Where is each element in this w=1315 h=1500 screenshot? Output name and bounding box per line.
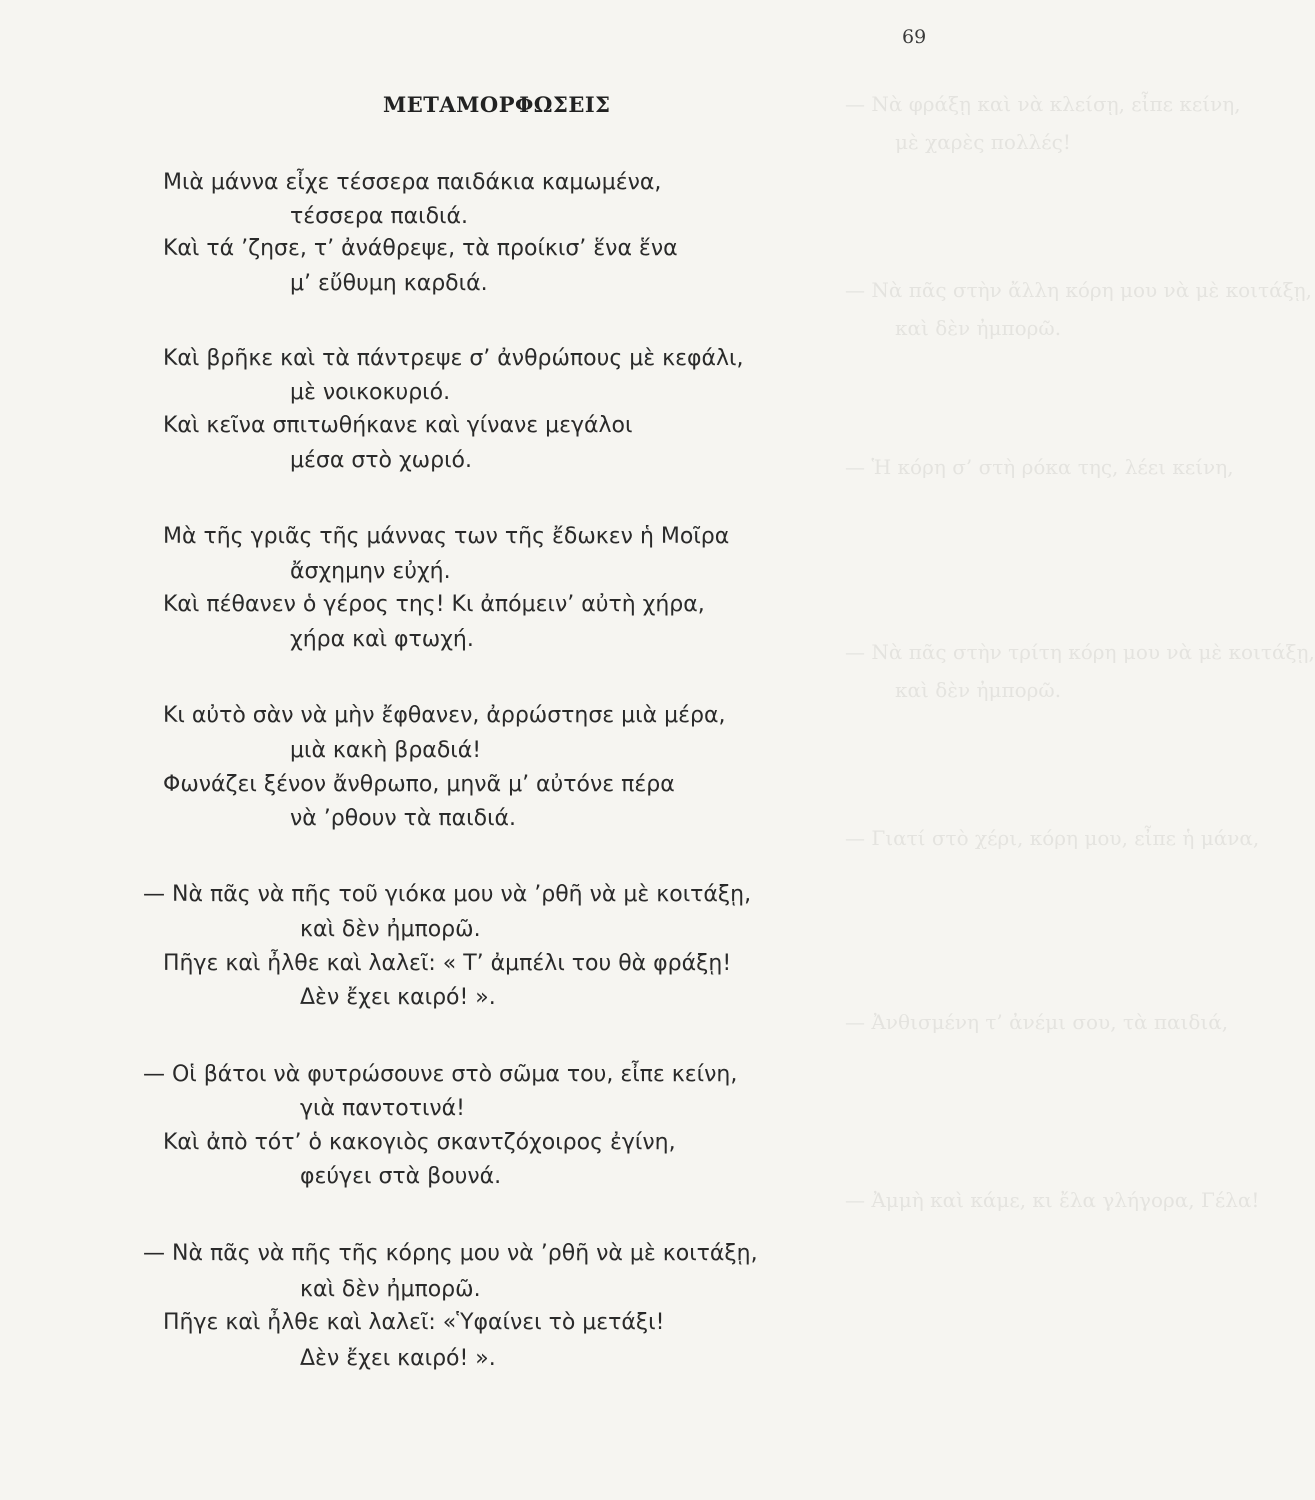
- poem-line: μ’ εὔθυμη καρδιά.: [290, 271, 488, 296]
- ghost-line: — Νὰ πᾶς στὴν τρίτη κόρη μου νὰ μὲ κοιτάξῃ,: [845, 640, 1315, 664]
- poem-line: Καὶ κεῖνα σπιτωθήκανε καὶ γίνανε μεγάλοι: [163, 413, 633, 438]
- poem-line: Καὶ πέθανεν ὁ γέρος της! Κι ἀπόμειν’ αὐτὴ χήρα,: [163, 592, 705, 617]
- poem-line: μὲ νοικοκυριό.: [290, 380, 451, 405]
- poem-line: ἄσχημην εὐχή.: [290, 559, 451, 584]
- poem-line: — Νὰ πᾶς νὰ πῆς τοῦ γιόκα μου νὰ ’ρθῆ νὰ μὲ κοιτάξῃ,: [143, 882, 752, 907]
- poem-line: Κι αὐτὸ σὰν νὰ μὴν ἔφθανεν, ἀρρώστησε μιὰ μέρα,: [163, 703, 726, 728]
- poem-line: νὰ ’ρθουν τὰ παιδιά.: [290, 806, 517, 831]
- poem-line: Πῆγε καὶ ἦλθε καὶ λαλεῖ: «Ὑφαίνει τὸ μετάξι!: [163, 1310, 665, 1335]
- ghost-line: — Νὰ πᾶς στὴν ἄλλη κόρη μου νὰ μὲ κοιτάξῃ,: [845, 278, 1312, 302]
- page-title: ΜΕΤΑΜΟΡΦΩΣΕΙΣ: [383, 92, 611, 117]
- poem-line: χήρα καὶ φτωχή.: [290, 627, 474, 652]
- poem-line: τέσσερα παιδιά.: [290, 204, 468, 229]
- poem-line: καὶ δὲν ἠμπορῶ.: [300, 917, 481, 942]
- ghost-line: — Γιατί στὸ χέρι, κόρη μου, εἶπε ἡ μάνα,: [845, 826, 1260, 850]
- ghost-line: — Ἀμμὴ καὶ κάμε, κι ἔλα γλήγορα, Γέλα!: [845, 1188, 1260, 1212]
- poem-line: Δὲν ἔχει καιρό! ».: [300, 985, 496, 1010]
- poem-line: Καὶ βρῆκε καὶ τὰ πάντρεψε σ’ ἀνθρώπους μὲ κεφάλι,: [163, 346, 744, 371]
- poem-line: Μὰ τῆς γριᾶς τῆς μάννας των τῆς ἔδωκεν ἡ Μοῖρα: [163, 524, 730, 549]
- ghost-line: — Νὰ φράξῃ καὶ νὰ κλείσῃ, εἶπε κείνη,: [845, 92, 1241, 116]
- poem-line: Πῆγε καὶ ἦλθε καὶ λαλεῖ: « Τ’ ἀμπέλι του θὰ φράξῃ!: [163, 951, 732, 976]
- ghost-line: — Ἡ κόρη σ’ στὴ ρόκα της, λέει κείνη,: [845, 455, 1234, 479]
- poem-line: Μιὰ μάννα εἶχε τέσσερα παιδάκια καμωμένα,: [163, 170, 662, 195]
- ghost-line: — Ἀνθισμένη τ’ ἀνέμι σου, τὰ παιδιά,: [845, 1010, 1229, 1034]
- ghost-line: καὶ δὲν ἠμπορῶ.: [895, 316, 1062, 340]
- poem-line: Καὶ ἀπὸ τότ’ ὁ κακογιὸς σκαντζόχοιρος ἐγίνη,: [163, 1130, 676, 1155]
- poem-line: φεύγει στὰ βουνά.: [300, 1164, 502, 1189]
- poem-line: — Οἱ βάτοι νὰ φυτρώσουνε στὸ σῶμα του, εἶπε κείνη,: [143, 1062, 738, 1087]
- poem-line: Καὶ τά ’ζησε, τ’ ἀνάθρεψε, τὰ προίκισ’ ἕνα ἕνα: [163, 236, 678, 261]
- poem-line: μέσα στὸ χωριό.: [290, 448, 472, 473]
- poem-line: καὶ δὲν ἠμπορῶ.: [300, 1277, 481, 1302]
- ghost-line: καὶ δὲν ἠμπορῶ.: [895, 678, 1062, 702]
- page-number: 69: [902, 26, 927, 48]
- poem-line: μιὰ κακὴ βραδιά!: [290, 738, 482, 763]
- ghost-line: μὲ χαρὲς πολλές!: [895, 130, 1071, 154]
- poem-line: Φωνάζει ξένον ἄνθρωπο, μηνᾶ μ’ αὐτόνε πέρα: [163, 772, 675, 797]
- poem-line: — Νὰ πᾶς νὰ πῆς τῆς κόρης μου νὰ ’ρθῆ νὰ μὲ κοιτάξῃ,: [143, 1241, 758, 1266]
- poem-line: γιὰ παντοτινά!: [300, 1096, 465, 1121]
- poem-line: Δὲν ἔχει καιρό! ».: [300, 1346, 496, 1371]
